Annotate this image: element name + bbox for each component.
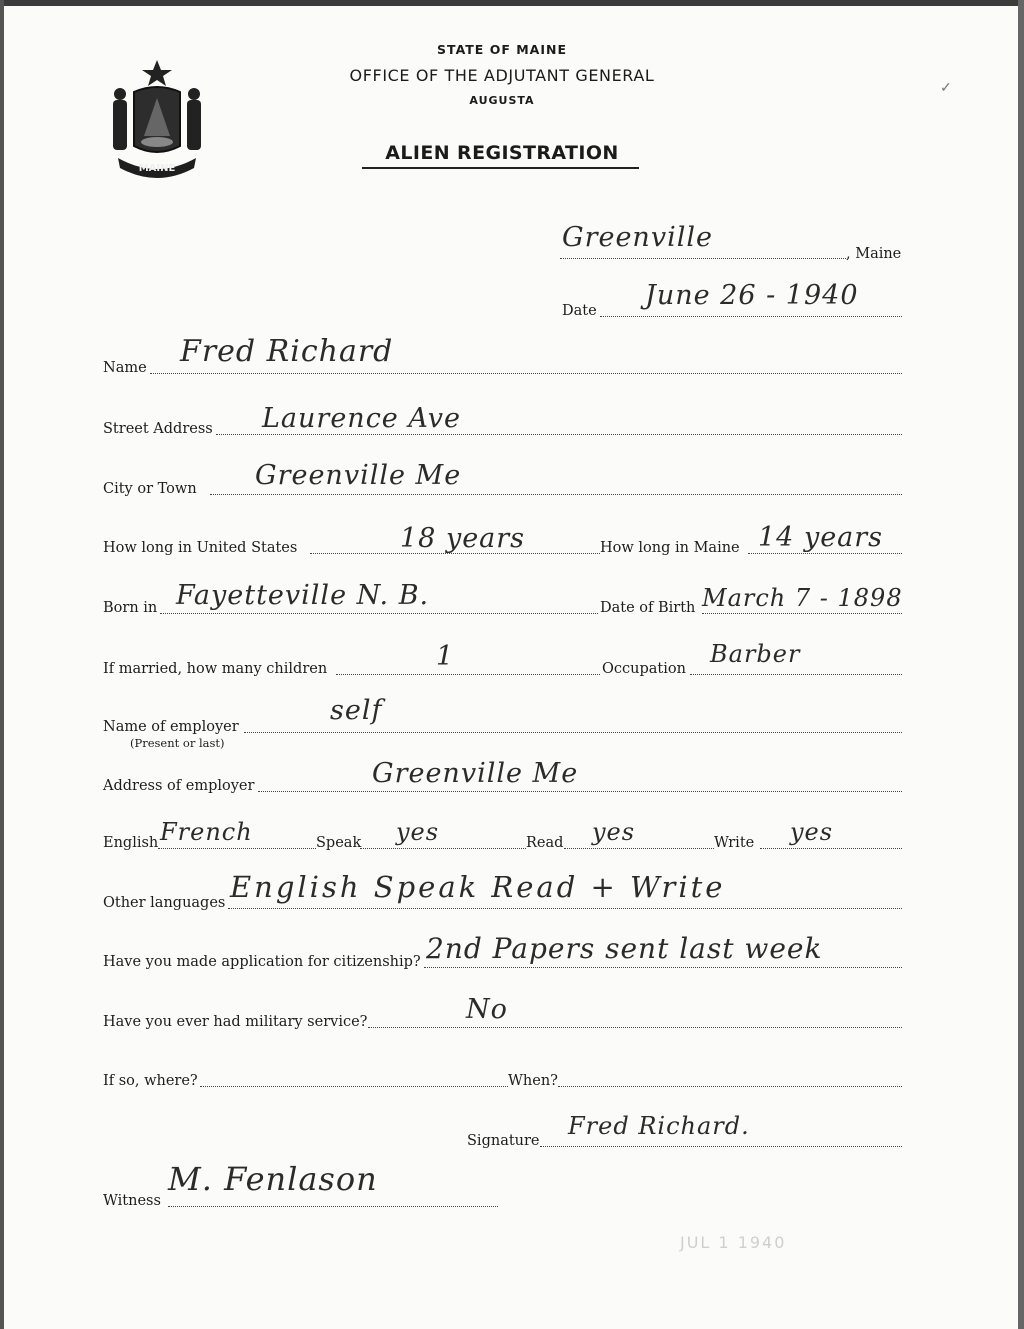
speak-line: [360, 848, 526, 849]
us-label: How long in United States: [103, 540, 298, 556]
header-state: STATE OF MAINE: [437, 42, 567, 57]
when-line: [558, 1086, 902, 1087]
form-title: ALIEN REGISTRATION: [385, 142, 619, 164]
citizenship-line: [424, 967, 902, 968]
name-label: Name: [103, 360, 147, 376]
english-line: [158, 848, 316, 849]
children-line: [336, 674, 600, 675]
citizenship-label: Have you made application for citizenship?: [103, 954, 421, 970]
street-value: Laurence Ave: [262, 403, 462, 434]
employer-note: (Present or last): [130, 736, 225, 750]
english-value: French: [160, 818, 253, 846]
scan-edge-left: [0, 0, 4, 1329]
dob-line: [702, 613, 902, 614]
signature-line: [540, 1146, 902, 1147]
employer-addr-label: Address of employer: [103, 778, 255, 794]
received-stamp: JUL 1 1940: [680, 1233, 787, 1252]
speak-value: yes: [396, 818, 440, 846]
occupation-label: Occupation: [602, 661, 686, 677]
signature-value: Fred Richard.: [568, 1112, 750, 1140]
citizenship-value: 2nd Papers sent last week: [426, 932, 823, 965]
when-label: When?: [508, 1073, 558, 1089]
signature-label: Signature: [467, 1133, 540, 1149]
name-line: [150, 373, 902, 374]
title-underline: [362, 167, 639, 169]
write-value: yes: [790, 818, 834, 846]
children-value: 1: [436, 641, 455, 672]
born-line: [160, 613, 598, 614]
where-label: If so, where?: [103, 1073, 198, 1089]
employer-value: self: [330, 695, 383, 726]
name-value: Fred Richard: [180, 334, 394, 369]
town-value: Greenville: [562, 222, 713, 253]
maine-long-line: [748, 553, 902, 554]
witness-label: Witness: [103, 1193, 161, 1209]
military-label: Have you ever had military service?: [103, 1014, 368, 1030]
city-line: [210, 494, 902, 495]
military-value: No: [466, 994, 508, 1025]
employer-addr-line: [258, 791, 902, 792]
date-line: [600, 316, 902, 317]
city-value: Greenville Me: [255, 460, 462, 491]
employer-label: Name of employer: [103, 719, 239, 735]
dob-value: March 7 - 1898: [702, 584, 903, 612]
read-line: [564, 848, 714, 849]
speak-label: Speak: [316, 835, 362, 851]
read-value: yes: [592, 818, 636, 846]
dob-label: Date of Birth: [600, 600, 696, 616]
scan-edge-right: [1018, 0, 1024, 1329]
maine-label: , Maine: [846, 246, 902, 262]
seal-banner-text: MAINE: [138, 163, 176, 174]
employer-line: [244, 732, 902, 733]
date-value: June 26 - 1940: [645, 280, 859, 311]
maine-long-label: How long in Maine: [600, 540, 740, 556]
street-label: Street Address: [103, 421, 213, 437]
witness-line: [168, 1206, 498, 1207]
employer-addr-value: Greenville Me: [372, 758, 579, 789]
street-line: [216, 434, 902, 435]
city-label: City or Town: [103, 481, 197, 497]
where-line: [200, 1086, 508, 1087]
english-label: English: [103, 835, 159, 851]
write-label: Write: [714, 835, 755, 851]
other-lang-label: Other languages: [103, 895, 226, 911]
occupation-line: [690, 674, 902, 675]
date-label: Date: [562, 303, 597, 319]
witness-value: M. Fenlason: [168, 1160, 378, 1198]
scan-edge-top: [0, 0, 1024, 6]
read-label: Read: [526, 835, 564, 851]
town-line: [560, 258, 846, 259]
check-mark: ✓: [940, 80, 952, 96]
born-value: Fayetteville N. B.: [176, 580, 430, 611]
other-lang-value: English Speak Read + Write: [230, 870, 726, 904]
born-label: Born in: [103, 600, 158, 616]
header-office: OFFICE OF THE ADJUTANT GENERAL: [349, 66, 655, 85]
write-line: [760, 848, 902, 849]
occupation-value: Barber: [710, 640, 801, 668]
us-value: 18 years: [400, 523, 526, 554]
maine-long-value: 14 years: [758, 522, 884, 553]
military-line: [368, 1027, 902, 1028]
children-label: If married, how many children: [103, 661, 328, 677]
other-lang-line: [228, 908, 902, 909]
header-city: AUGUSTA: [469, 94, 535, 107]
